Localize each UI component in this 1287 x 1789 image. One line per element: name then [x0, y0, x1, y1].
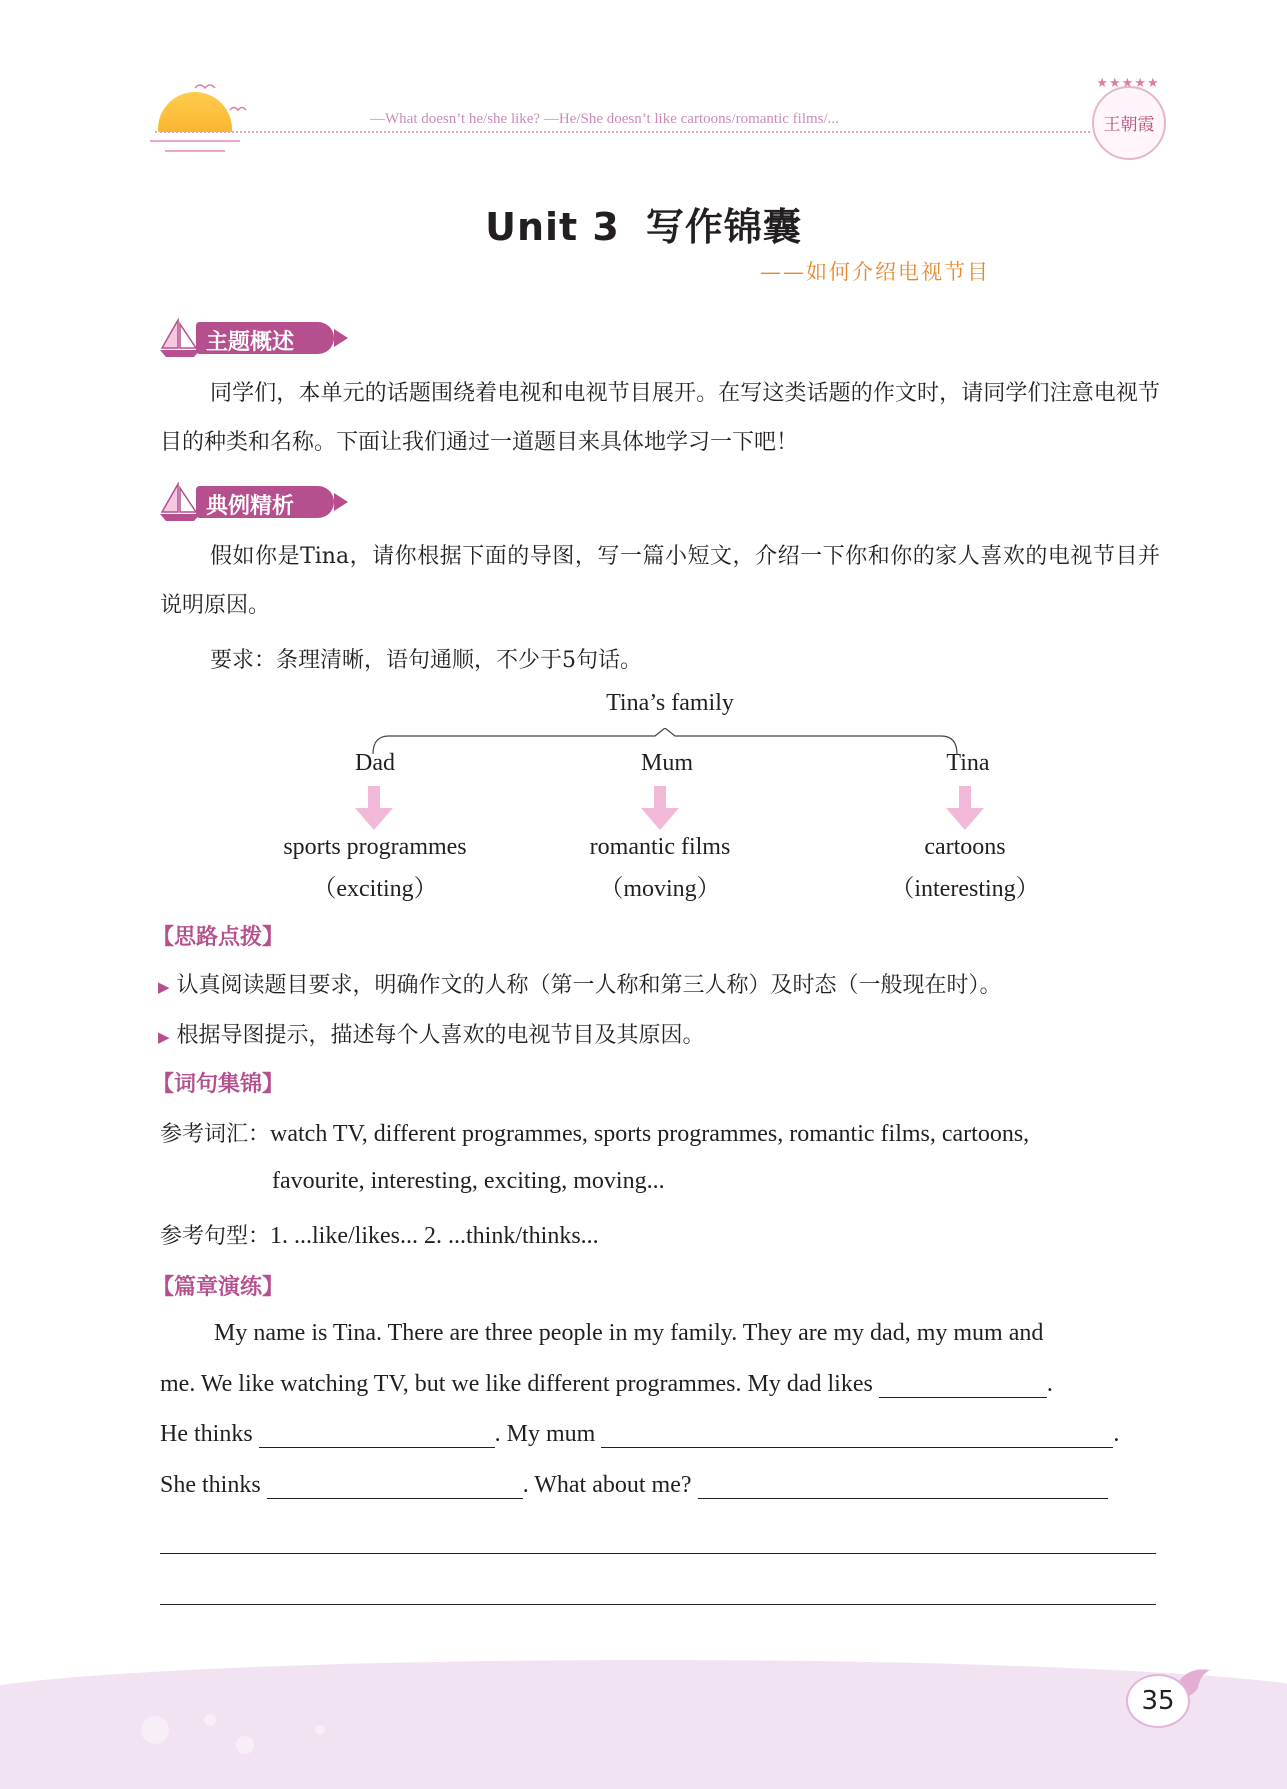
- practice-line-4: She thinks . What about me?: [160, 1472, 1108, 1499]
- answer-blank[interactable]: [601, 1421, 1113, 1448]
- mindmap-dad-programme: sports programmes: [283, 834, 467, 860]
- example-requirement: 要求：条理清晰，语句通顺，不少于5句话。: [210, 648, 642, 673]
- bubbles-decoration: [140, 1700, 540, 1780]
- arrow-down-icon: [355, 786, 393, 830]
- overview-paragraph: 同学们，本单元的话题围绕着电视和电视节目展开。在写这类话题的作文时，请同学们注意电视节目的种类和名称。下面让我们通过一道题目来具体地学习一下吧！: [160, 381, 1160, 455]
- answer-line[interactable]: [160, 1604, 1156, 1605]
- vocabulary-words-continued: favourite, interesting, exciting, moving...: [272, 1168, 665, 1194]
- birds-icon: [190, 80, 250, 120]
- page-number: 35: [1126, 1674, 1190, 1728]
- answer-line[interactable]: [160, 1553, 1156, 1554]
- mindmap-mum-programme: romantic films: [589, 834, 731, 860]
- mindmap-tina-reason: （interesting）: [890, 876, 1040, 902]
- mindmap-member-dad: Dad: [355, 750, 395, 776]
- mindmap-tina-programme: cartoons: [924, 834, 1006, 860]
- example-prompt: 假如你是Tina，请你根据下面的导图，写一篇小短文，介绍一下你和你的家人喜欢的电视节目并说明原因。: [160, 544, 1160, 618]
- section-example-label: 典例精析: [158, 482, 358, 520]
- tips-heading: 【思路点拨】: [152, 925, 285, 950]
- mindmap-root: Tina’s family: [606, 690, 734, 716]
- answer-blank[interactable]: [259, 1421, 495, 1448]
- vocabulary-heading: 【词句集锦】: [152, 1072, 285, 1097]
- triangle-bullet-icon: ▶: [158, 978, 170, 996]
- vocabulary-words: 参考词汇：watch TV, different programmes, sports programmes, romantic films, cartoons,: [160, 1121, 1030, 1147]
- answer-blank[interactable]: [879, 1371, 1047, 1398]
- page-title: [0, 196, 1287, 251]
- practice-line-3: He thinks . My mum .: [160, 1421, 1120, 1447]
- triangle-bullet-icon: ▶: [158, 1028, 170, 1046]
- unit-name: 写作锦囊: [645, 205, 802, 249]
- header-rule: [155, 131, 1090, 133]
- mindmap-mum-reason: （moving）: [599, 876, 721, 902]
- answer-blank[interactable]: [267, 1472, 523, 1499]
- mindmap-dad-reason: （exciting）: [312, 876, 438, 902]
- arrow-down-icon: [641, 786, 679, 830]
- vocabulary-patterns: 参考句型：1. ...like/likes... 2. ...think/thinks...: [160, 1223, 599, 1249]
- page-subtitle: ——如何介绍电视节目: [760, 260, 990, 284]
- mindmap-member-tina: Tina: [946, 750, 990, 776]
- section-overview-label: 主题概述: [158, 318, 358, 356]
- brand-logo-text: 王朝霞: [1103, 115, 1155, 135]
- tips-item: ▶ 根据导图提示，描述每个人喜欢的电视节目及其原因。: [158, 1023, 705, 1048]
- answer-blank[interactable]: [698, 1472, 1108, 1499]
- practice-line-2: me. We like watching TV, but we like different programmes. My dad likes .: [160, 1371, 1053, 1397]
- arrow-down-icon: [946, 786, 984, 830]
- running-head: —What doesn’t he/she like? —He/She doesn’t like cartoons/romantic films/...: [370, 111, 839, 127]
- tips-item: ▶ 认真阅读题目要求，明确作文的人称（第一人称和第三人称）及时态（一般现在时）。: [158, 973, 1002, 998]
- unit-label: Unit 3: [485, 205, 620, 249]
- stars-icon: ★★★★★: [1096, 76, 1160, 91]
- mindmap-member-mum: Mum: [640, 750, 693, 776]
- practice-heading: 【篇章演练】: [152, 1275, 285, 1300]
- practice-line-1: My name is Tina. There are three people in my family. They are my dad, my mum and: [214, 1320, 1044, 1346]
